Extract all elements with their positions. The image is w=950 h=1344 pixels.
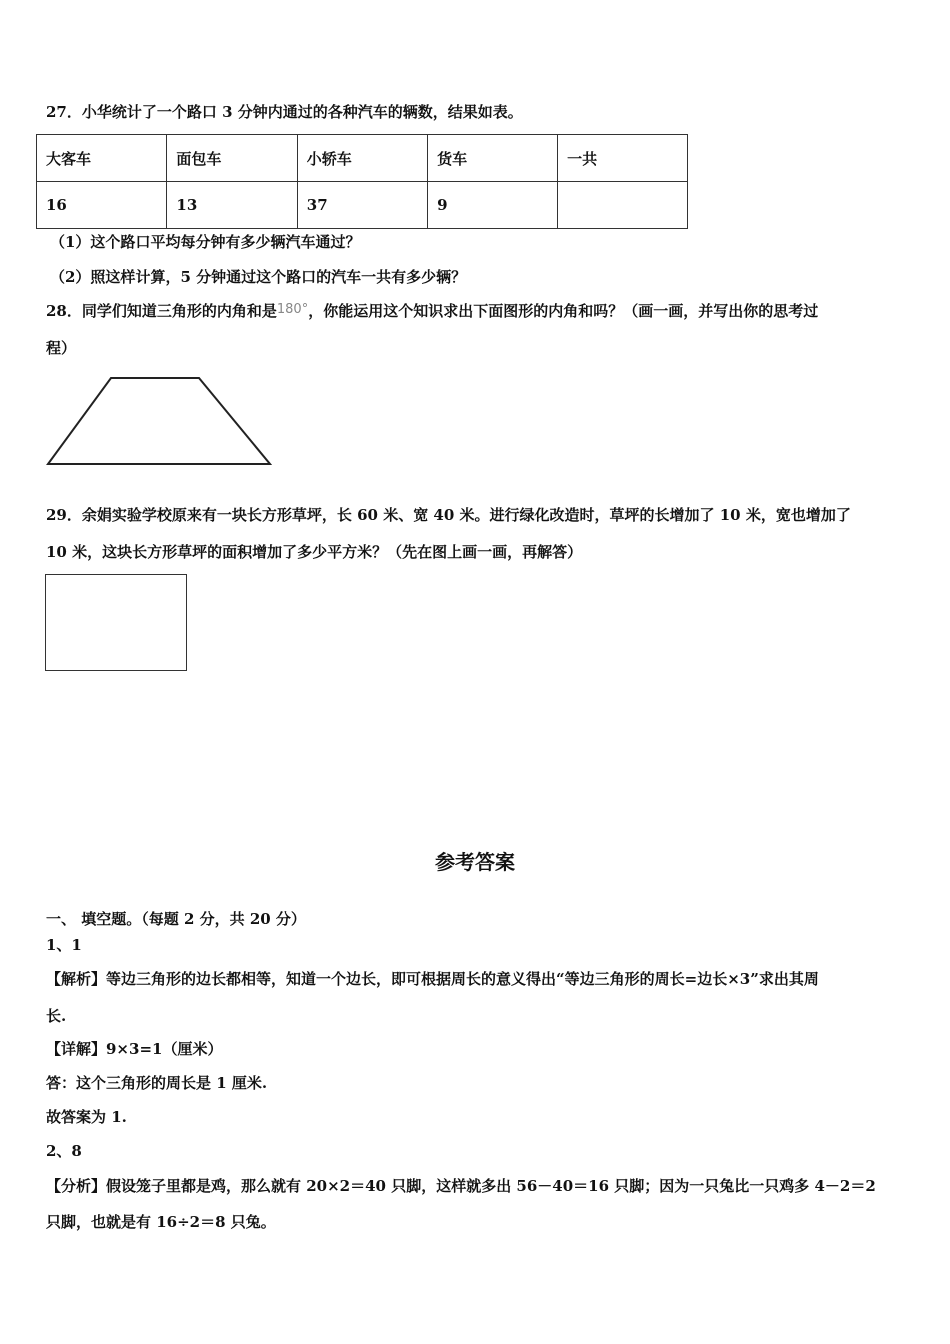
q28-text-a: 28．同学们知道三角形的内角和是 bbox=[46, 302, 277, 320]
lawn-rectangle bbox=[45, 574, 187, 671]
q27-sub1: （1）这个路口平均每分钟有多少辆汽车通过？ bbox=[50, 233, 361, 251]
q28-line2: 程） bbox=[46, 339, 77, 357]
table-cell: 37 bbox=[297, 182, 427, 229]
table-header-cell: 货车 bbox=[428, 135, 558, 182]
answer-1-detail: 【详解】9×3=1（厘米） bbox=[46, 1040, 223, 1058]
degree-value: 180° bbox=[276, 302, 309, 317]
table-header-cell: 小轿车 bbox=[297, 135, 427, 182]
answer-2-analysis-cont: 只脚，也就是有 16÷2＝8 只兔。 bbox=[46, 1213, 276, 1231]
table-header-cell: 面包车 bbox=[167, 135, 297, 182]
table-cell: 13 bbox=[167, 182, 297, 229]
table-header-row bbox=[37, 135, 688, 182]
table-cell-total bbox=[558, 182, 688, 229]
answer-2-analysis: 【分析】假设笼子里都是鸡，那么就有 20×2＝40 只脚，这样就多出 56－40＝16 只脚；因为一只兔比一只鸡多 4－2＝2 bbox=[46, 1177, 876, 1195]
answer-2-number: 2、8 bbox=[46, 1142, 82, 1160]
trapezoid-shape bbox=[48, 378, 270, 464]
table-header-cell: 一共 bbox=[558, 135, 688, 182]
section-heading: 一、 填空题。（每题 2 分，共 20 分） bbox=[46, 910, 306, 928]
q29-line1: 29．余娟实验学校原来有一块长方形草坪，长 60 米、宽 40 米。进行绿化改造时，草坪的长增加了 10 米，宽也增加了 bbox=[46, 506, 851, 524]
table-row bbox=[37, 182, 688, 229]
answer-1-analysis: 【解析】等边三角形的边长都相等，知道一个边长，即可根据周长的意义得出“等边三角形的周长=边长×3”求出其周 bbox=[46, 970, 819, 988]
answer-title: 参考答案 bbox=[435, 850, 515, 874]
answer-1-statement: 答：这个三角形的周长是 1 厘米. bbox=[46, 1074, 268, 1092]
q27-title: 27．小华统计了一个路口 3 分钟内通过的各种汽车的辆数，结果如表。 bbox=[46, 103, 523, 121]
q29-line2: 10 米，这块长方形草坪的面积增加了多少平方米？（先在图上画一画，再解答） bbox=[46, 543, 583, 561]
trapezoid-figure bbox=[44, 374, 276, 470]
q28-text-b: ，你能运用这个知识求出下面图形的内角和吗？（画一画，并写出你的思考过 bbox=[308, 302, 819, 320]
answer-1-final: 故答案为 1. bbox=[46, 1108, 127, 1126]
q27-sub2: （2）照这样计算，5 分钟通过这个路口的汽车一共有多少辆？ bbox=[50, 268, 467, 286]
answer-1-number: 1、1 bbox=[46, 936, 82, 954]
table-cell: 9 bbox=[428, 182, 558, 229]
q28-line1 bbox=[46, 300, 906, 321]
table-header-cell: 大客车 bbox=[37, 135, 167, 182]
table-cell: 16 bbox=[37, 182, 167, 229]
traffic-table bbox=[36, 134, 688, 229]
answer-1-analysis-cont: 长. bbox=[46, 1007, 67, 1025]
